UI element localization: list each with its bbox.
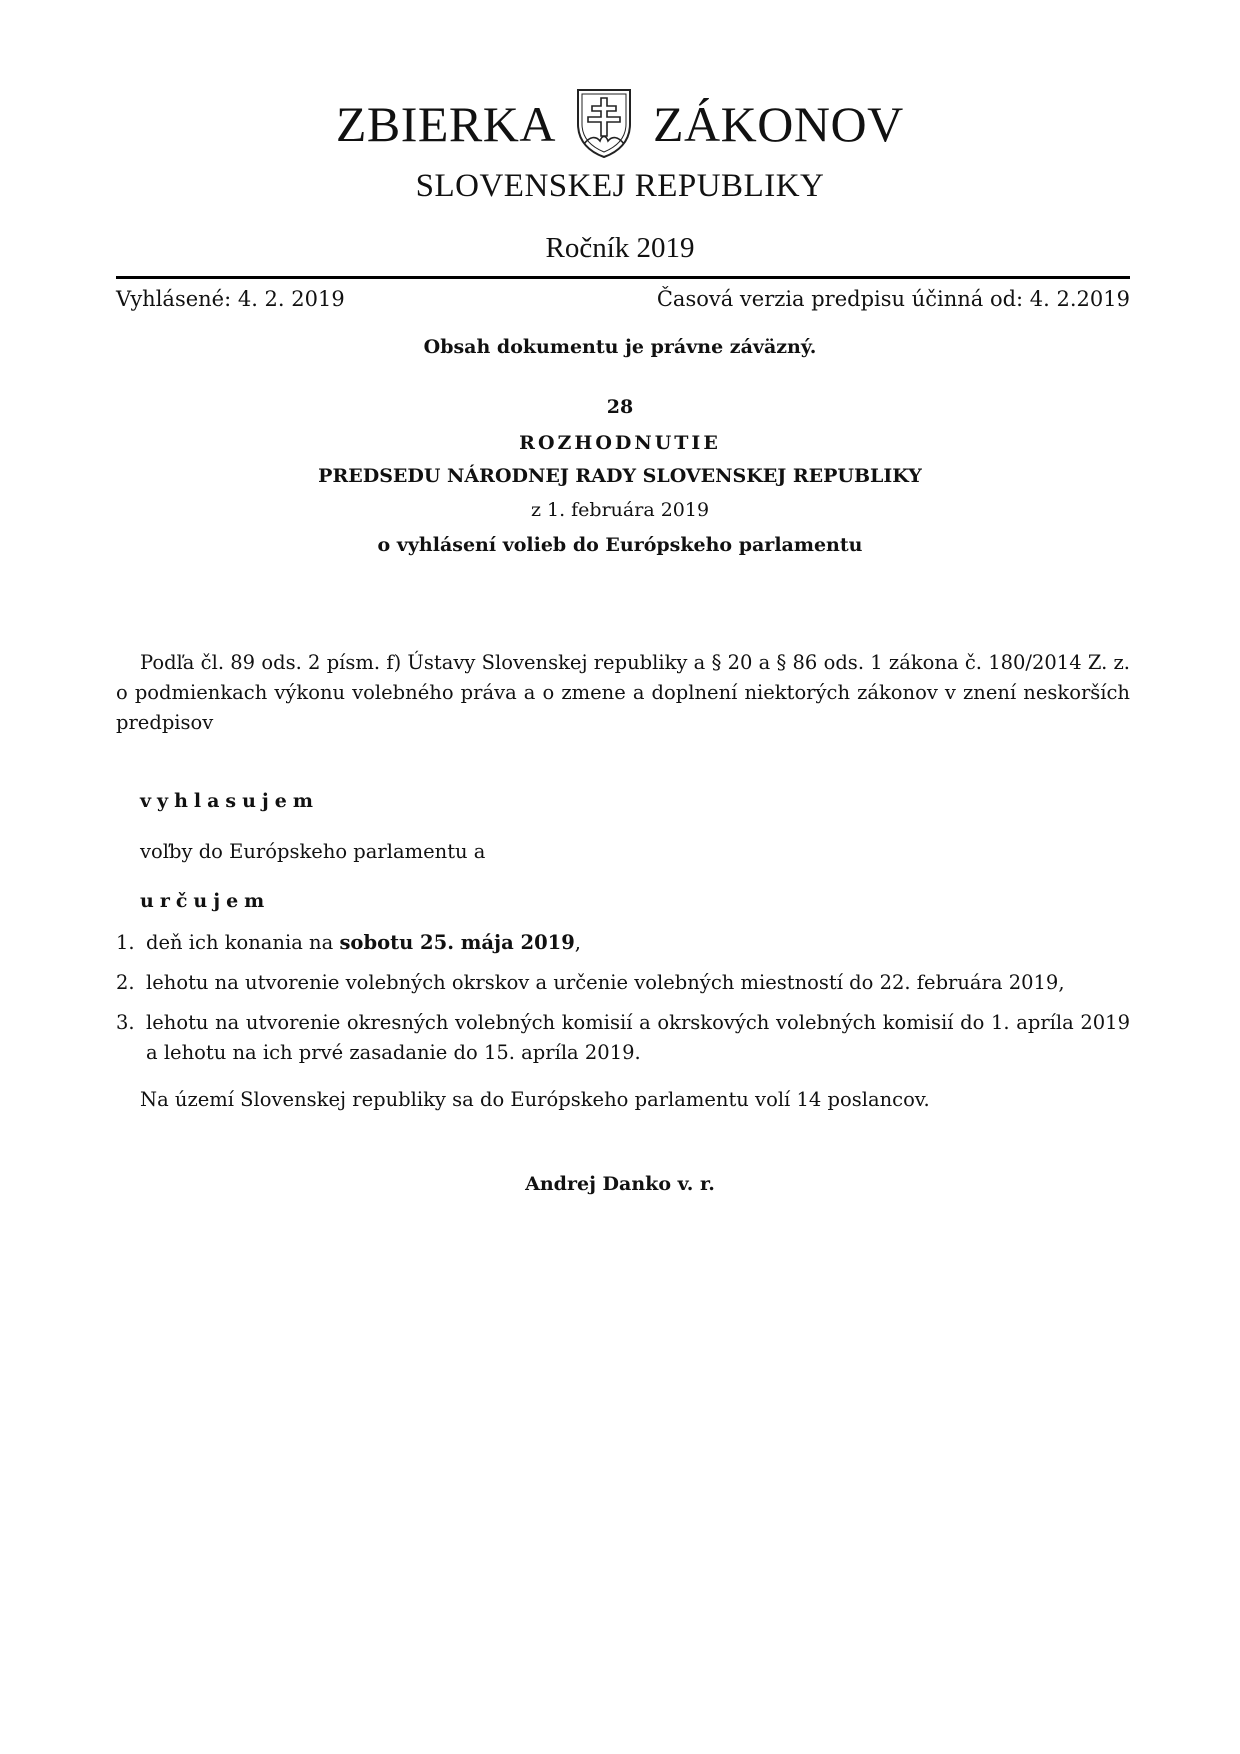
list-item-text: lehotu na utvorenie volebných okrskov a určenie volebných miestností do 22. februára 2019, [146, 971, 1065, 994]
header-divider [116, 276, 1130, 279]
document-number: 28 [606, 396, 634, 418]
masthead-title-right: ZÁKONOV [653, 96, 904, 152]
election-date: sobotu 25. mája 2019 [339, 931, 575, 954]
list-item [116, 928, 1130, 958]
masthead-subtitle: SLOVENSKEJ REPUBLIKY [415, 168, 825, 204]
closing-paragraph: Na území Slovenskej republiky sa do Európskeho parlamentu volí 14 poslancov. [140, 1088, 930, 1111]
slovak-coat-of-arms-icon [574, 86, 634, 160]
list-item-number: 1. [116, 931, 135, 954]
document-kind: ROZHODNUTIE [519, 432, 721, 454]
list-item [116, 968, 1130, 998]
determine-heading: určujem [140, 890, 271, 912]
announced-date: Vyhlásené: 4. 2. 2019 [116, 287, 345, 311]
list-item-text: lehotu na utvorenie okresných volebných komisií a okrskových volebných komisií do 1. apríla 2019 a lehotu na ich prvé zasadanie do 15. apríla 2019. [146, 1011, 1130, 1064]
version-effective-date: Časová verzia predpisu účinná od: 4. 2.2019 [656, 287, 1130, 311]
signature: Andrej Danko v. r. [525, 1173, 715, 1195]
election-line: voľby do Európskeho parlamentu a [140, 840, 486, 863]
masthead-title-left: ZBIERKA [335, 96, 556, 152]
masthead [0, 82, 1240, 162]
preamble-paragraph: Podľa čl. 89 ods. 2 písm. f) Ústavy Slovenskej republiky a § 20 a § 86 ods. 1 zákona č. 180/2014 Z. z. o podmienkach výkonu volebného práva a o zmene a doplnení niektorých zákonov v znení neskorších predpisov [116, 651, 1130, 734]
declare-heading: vyhlasujem [140, 790, 320, 812]
list-item [116, 1008, 1130, 1068]
list-item-number: 3. [116, 1011, 135, 1034]
list-item-text: deň ich konania na [146, 931, 340, 954]
volume-label: Ročník 2019 [545, 232, 695, 264]
determination-list [116, 928, 1130, 1078]
list-item-suffix: , [574, 931, 581, 954]
document-date: z 1. februára 2019 [530, 499, 710, 521]
list-item-number: 2. [116, 971, 135, 994]
document-subject: o vyhlásení volieb do Európskeho parlamentu [377, 534, 863, 556]
document-issuer: PREDSEDU NÁRODNEJ RADY SLOVENSKEJ REPUBLIKY [318, 465, 922, 487]
binding-note: Obsah dokumentu je právne záväzný. [423, 336, 817, 358]
